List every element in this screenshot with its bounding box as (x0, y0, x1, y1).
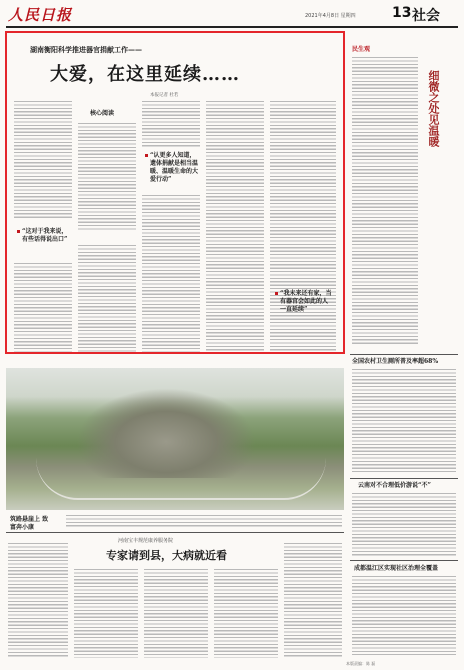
pull-quote: “认更多人知道，遗体捐献是相当温暖、温暖生命的大爱行动” (150, 152, 199, 183)
brief-text (352, 492, 456, 556)
sidebar-tag: 民生观 (352, 46, 371, 53)
page-number: 13 (392, 5, 412, 21)
core-reading-heading: 核心阅读 (90, 110, 115, 117)
pull-quote: “我未来还有家，当有器官会如此的人一直延续” (280, 290, 332, 313)
photo-caption-text (66, 514, 342, 528)
issue-date: 2021年4月8日 星期四 (305, 13, 356, 19)
secondary-headline: 专家请到县，大病就近看 (106, 549, 227, 562)
winding-road (36, 458, 326, 500)
sidebar-text (352, 56, 418, 346)
section-name: 社会 (412, 8, 440, 24)
secondary-kicker: 河南宝丰规范康养服务院 (118, 538, 174, 544)
text-column (8, 542, 68, 658)
brief-headline: 云南对不合理低价游说“不” (358, 482, 431, 489)
page-footer: 本版责编：陈 磊 (346, 661, 376, 666)
brief-text (352, 575, 456, 655)
newspaper-logo: 人民日报 (8, 6, 73, 24)
text-column (214, 568, 278, 658)
text-column (284, 542, 342, 658)
text-column (74, 568, 138, 658)
pull-quote: “这对于我来说，有些话得说出口” (22, 228, 70, 244)
brief-text (352, 368, 456, 472)
text-column (144, 568, 208, 658)
photo-caption-title: 筑路悬崖上 致富奔小康 (10, 516, 49, 531)
mountain-road-photo (6, 368, 344, 510)
main-story-byline: 本报记者 杜若 (150, 93, 179, 98)
sidebar-vertical-title: 细微之处见温暖 (427, 70, 440, 147)
divider (350, 560, 458, 561)
main-story-kicker: 湖南衡阳科学推进器官捐献工作—— (30, 45, 142, 54)
divider (6, 532, 344, 533)
masthead (0, 0, 464, 26)
header-rule (6, 26, 458, 28)
divider (350, 354, 458, 355)
highlight-frame (5, 31, 345, 354)
brief-headline: 全国农村卫生厕所普及率超68% (352, 358, 439, 365)
divider (350, 478, 458, 479)
main-story-headline: 大爱，在这里延续…… (50, 64, 240, 85)
brief-headline: 成都温江区实现社区治理全覆盖 (354, 565, 439, 572)
